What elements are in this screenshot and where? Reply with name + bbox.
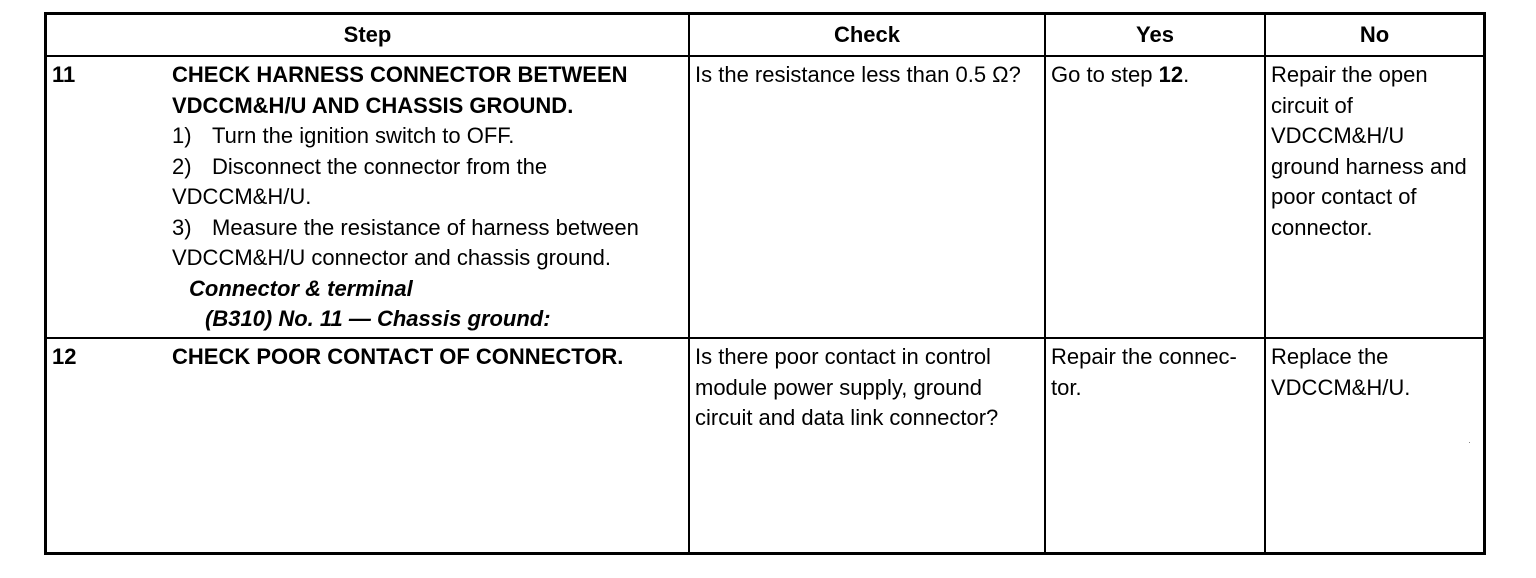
diagnosis-table: [47, 15, 1483, 552]
sub-step-text: Measure the resistance of harness between: [212, 214, 639, 240]
sub-step: [172, 121, 683, 152]
yes-cell: Repair the connec- tor.: [1045, 338, 1265, 552]
yes-suffix: .: [1183, 62, 1190, 87]
step-cell: [47, 56, 689, 338]
sub-step: [172, 213, 683, 244]
step-title-line: CHECK POOR CONTACT OF CONNECTOR.: [172, 344, 624, 369]
header-step: Step: [47, 15, 689, 56]
table-row: [47, 56, 1483, 338]
sub-step-text: Turn the ignition switch to OFF.: [212, 123, 515, 148]
sub-step: [172, 152, 683, 183]
sub-step-number: 1): [172, 123, 192, 148]
step-cell: [47, 338, 689, 552]
check-cell: Is the resistance less than 0.5 Ω?: [689, 56, 1045, 338]
yes-cell: [1045, 56, 1265, 338]
yes-text: Go to step: [1051, 62, 1159, 87]
connector-terminal-value: (B310) No. 11 — Chassis ground:: [205, 306, 551, 331]
header-check: Check: [689, 15, 1045, 56]
scan-speck: [1469, 442, 1470, 443]
sub-step-continuation: VDCCM&H/U connector and chassis ground.: [172, 245, 611, 270]
step-number: 11: [52, 62, 76, 87]
sub-step-number: 3): [172, 214, 192, 240]
no-cell: Repair the open circuit of VDCCM&H/U ground harness and poor contact of connector.: [1265, 56, 1483, 338]
check-cell: Is there poor contact in control module power supply, ground circuit and data link connector?: [689, 338, 1045, 552]
sub-step-text: Disconnect the connector from the: [212, 153, 548, 179]
sub-step-continuation: VDCCM&H/U.: [172, 184, 312, 209]
diagnosis-table-frame: [44, 12, 1486, 555]
header-no: No: [1265, 15, 1483, 56]
connector-label: Connector & terminal: [189, 275, 413, 301]
header-yes: Yes: [1045, 15, 1265, 56]
sub-step-number: 2): [172, 153, 192, 179]
table-row: [47, 338, 1483, 552]
table-header-row: [47, 15, 1483, 56]
yes-step-link: 12: [1158, 62, 1184, 87]
step-title-line: VDCCM&H/U AND CHASSIS GROUND.: [172, 92, 574, 118]
step-number: 12: [52, 344, 77, 369]
step-title-line: CHECK HARNESS CONNECTOR BETWEEN: [172, 62, 628, 87]
no-cell: Replace the VDCCM&H/U.: [1271, 344, 1411, 400]
